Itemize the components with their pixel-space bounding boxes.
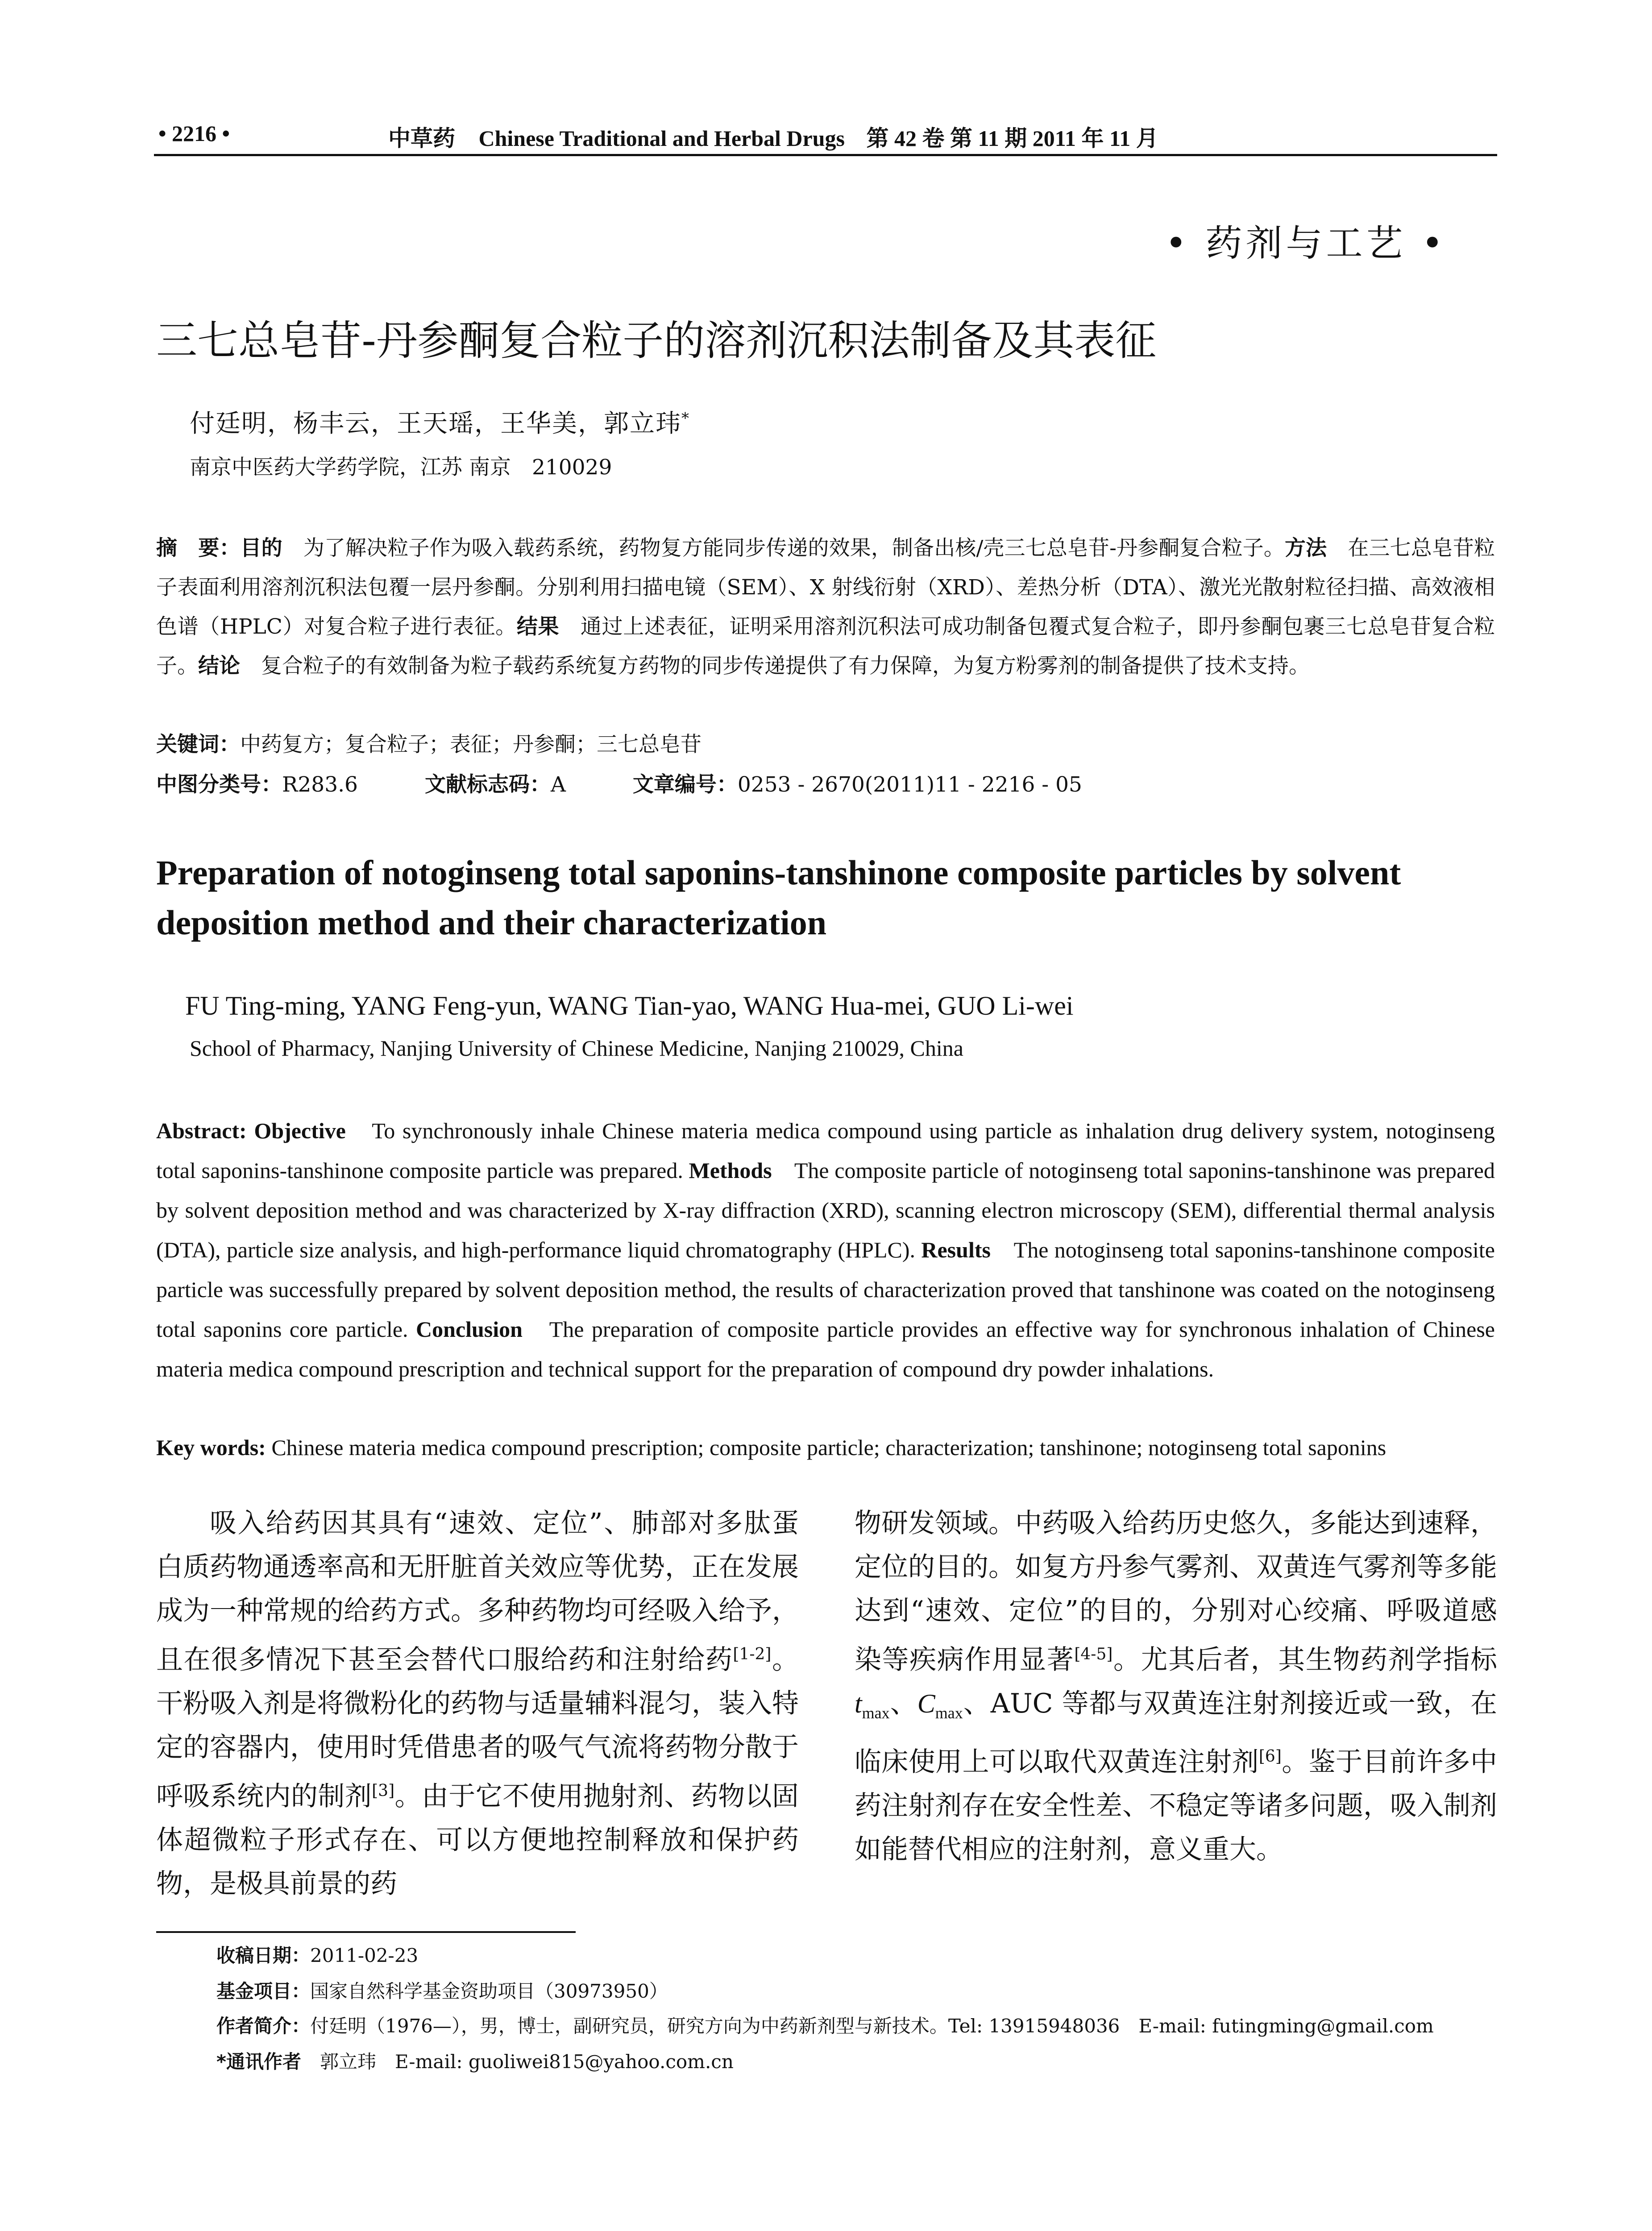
affiliation-en: School of Pharmacy, Nanjing University of Chinese Medicine, Nanjing 210029, China (190, 1036, 963, 1061)
footnote-fund (216, 1977, 668, 2003)
doc-code-value: A (550, 772, 566, 797)
body-column-left (156, 1501, 799, 1906)
abstract-cn-label: 摘 要： (156, 536, 241, 560)
cmax-symbol: C (917, 1689, 935, 1718)
bio-label: 作者简介： (216, 2015, 311, 2037)
methods-label-cn: 方法 (1285, 536, 1327, 560)
conclusion-label-en: Conclusion (415, 1317, 523, 1342)
tmax-symbol: t (855, 1689, 862, 1718)
footnote-received (216, 1941, 418, 1968)
results-label-en: Results (921, 1237, 991, 1262)
body-right-text-4: 。鉴于目前许多中药注射剂存在安全性差、不稳定等诸多问题，吸入制剂如能替代相应的注射剂，意义重大。 (855, 1746, 1498, 1865)
journal-name-cn: 中草药 (388, 126, 455, 151)
keywords-en (156, 1428, 1495, 1468)
article-number-value: 0253 - 2670(2011)11 - 2216 - 05 (737, 772, 1082, 797)
abstract-en-label: Abstract: (156, 1118, 254, 1143)
clc-label: 中图分类号： (156, 772, 282, 797)
article-number-label: 文章编号： (632, 772, 738, 797)
keywords-cn-text: 中药复方；复合粒子；表征；丹参酮；三七总皂苷 (240, 732, 701, 757)
header-rule (154, 154, 1497, 156)
objective-label-en: Objective (254, 1118, 346, 1143)
body-right-text-2: 。尤其后者，其生物药剂学指标 (1112, 1644, 1498, 1675)
corr-label: *通讯作者 (216, 2051, 301, 2073)
received-label: 收稿日期： (216, 1945, 311, 1966)
results-label-cn: 结果 (516, 614, 560, 639)
authors-cn (190, 404, 690, 440)
keywords-en-text: Chinese materia medica compound prescription; composite particle; characterization; tanshinone; notoginseng total saponins (271, 1435, 1386, 1460)
volume-issue: 第 42 卷 第 11 期 2011 年 11 月 (866, 126, 1158, 151)
citation-1-2: [1-2] (733, 1645, 772, 1663)
body-left-text-1: 吸入给药因其具有“速效、定位”、肺部对多肽蛋白质药物通透率高和无肝脏首关效应等优势，正在发展成为一种常规的给药方式。多种药物均可经吸入给予，且在很多情况下甚至会替代口服给药和注射给药 (156, 1508, 799, 1675)
body-column-right (855, 1501, 1497, 1871)
conclusion-en: The preparation of composite particle provides an effective way for synchronous inhalation of Chinese materia medica compound prescription and technical support for the preparation of compound dry powder inhalations. (156, 1317, 1495, 1381)
keywords-en-label: Key words: (156, 1435, 272, 1460)
corr-text: 郭立玮 E-mail: guoliwei815@yahoo.com.cn (301, 2051, 734, 2073)
fund-text: 国家自然科学基金资助项目（30973950） (310, 1980, 668, 2002)
symbol-separator: 、 (889, 1688, 917, 1719)
body-left-text-2: 。干粉吸入剂是将微粉化的药物与适量辅料混匀，装入特定的容器内，使用时凭借患者的吸气气流将药物分散于呼吸系统内的制剂 (156, 1644, 799, 1812)
citation-3: [3] (372, 1782, 395, 1800)
doc-code-label: 文献标志码： (424, 772, 551, 797)
authors-en: FU Ting-ming, YANG Feng-yun, WANG Tian-yao, WANG Hua-mei, GUO Li-wei (185, 991, 1074, 1020)
methods-label-en: Methods (689, 1158, 772, 1183)
authors-cn-names: 付廷明，杨丰云，王天瑶，王华美，郭立玮 (190, 409, 681, 438)
objective-cn: 为了解决粒子作为吸入载药系统，药物复方能同步传递的效果，制备出核/壳三七总皂苷-丹参酮复合粒子。 (282, 536, 1285, 560)
tmax-subscript: max (862, 1704, 890, 1722)
citation-6: [6] (1258, 1747, 1282, 1766)
footnote-rule (156, 1931, 576, 1933)
objective-label-cn: 目的 (240, 536, 282, 560)
methods-cn: 在三七总皂苷粒子表面利用溶剂沉积法包覆一层丹参酮。分别利用扫描电镜（SEM）、X 射线衍射（XRD）、差热分析（DTA）、激光光散射粒径扫描、高效液相色谱（HPLC）对复合粒子进行表征。 (156, 536, 1495, 639)
classification-line (156, 765, 1495, 804)
journal-header (388, 120, 1158, 153)
conclusion-label-cn: 结论 (198, 654, 240, 678)
conclusion-cn: 复合粒子的有效制备为粒子载药系统复方药物的同步传递提供了有力保障，为复方粉雾剂的制备提供了技术支持。 (240, 654, 1310, 678)
received-date: 2011-02-23 (310, 1945, 419, 1966)
journal-name-en: Chinese Traditional and Herbal Drugs (478, 126, 845, 151)
objective-en: To synchronously inhale Chinese materia medica compound using particle as inhalation drug delivery system, notoginseng total saponins-tanshinone composite particle was prepared. (156, 1118, 1495, 1183)
bio-text: 付廷明（1976—），男，博士，副研究员，研究方向为中药新剂型与新技术。Tel: 13915948036 E-mail: futingming@gmail.com (310, 2015, 1434, 2037)
fund-label: 基金项目： (216, 1980, 311, 2002)
results-cn: 通过上述表征，证明采用溶剂沉积法可成功制备包覆式复合粒子，即丹参酮包裹三七总皂苷复合粒子。 (156, 614, 1495, 678)
footnote-author-bio (216, 2011, 1434, 2038)
footnote-corresponding (216, 2047, 734, 2074)
cmax-subscript: max (935, 1704, 963, 1722)
keywords-cn-label: 关键词： (156, 732, 240, 757)
corresponding-mark: * (681, 409, 690, 427)
body-right-text-1: 物研发领域。中药吸入给药历史悠久，多能达到速释，定位的目的。如复方丹参气雾剂、双黄连气雾剂等多能达到“速效、定位”的目的，分别对心绞痛、呼吸道感染等疾病作用显著 (855, 1508, 1497, 1675)
clc-value: R283.6 (282, 772, 358, 797)
section-label: • 药剂与工艺 • (1165, 222, 1447, 265)
title-cn: 三七总皂苷-丹参酮复合粒子的溶剂沉积法制备及其表征 (156, 317, 1157, 365)
title-en: Preparation of notoginseng total saponins-tanshinone composite particles by solvent deposition method and their characterization (156, 853, 1401, 942)
page-number: • 2216 • (158, 121, 230, 146)
affiliation-cn: 南京中医药大学药学院，江苏 南京 210029 (190, 455, 612, 480)
body-right-text-3: 、AUC 等都与双黄连注射剂接近或一致，在临床使用上可以取代双黄连注射剂 (855, 1688, 1497, 1778)
methods-en: The composite particle of notoginseng total saponins-tanshinone was prepared by solvent deposition method and was characterized by X-ray diffraction (XRD), scanning electron microscopy (SEM), differential thermal analysis (DTA), particle size analysis, and high-performance liquid chromatography (HPLC). (156, 1158, 1495, 1262)
keywords-cn (156, 725, 1495, 764)
body-left-text-3: 。由于它不使用抛射剂、药物以固体超微粒子形式存在、可以方便地控制释放和保护药物，是极具前景的药 (156, 1781, 799, 1899)
citation-4-5: [4-5] (1074, 1645, 1113, 1663)
results-en: The notoginseng total saponins-tanshinone composite particle was successfully prepared by solvent deposition method, the results of characterization proved that tanshinone was coated on the notoginseng total saponins core particle. (156, 1237, 1495, 1342)
abstract-en (156, 1111, 1495, 1389)
abstract-cn (156, 529, 1495, 686)
